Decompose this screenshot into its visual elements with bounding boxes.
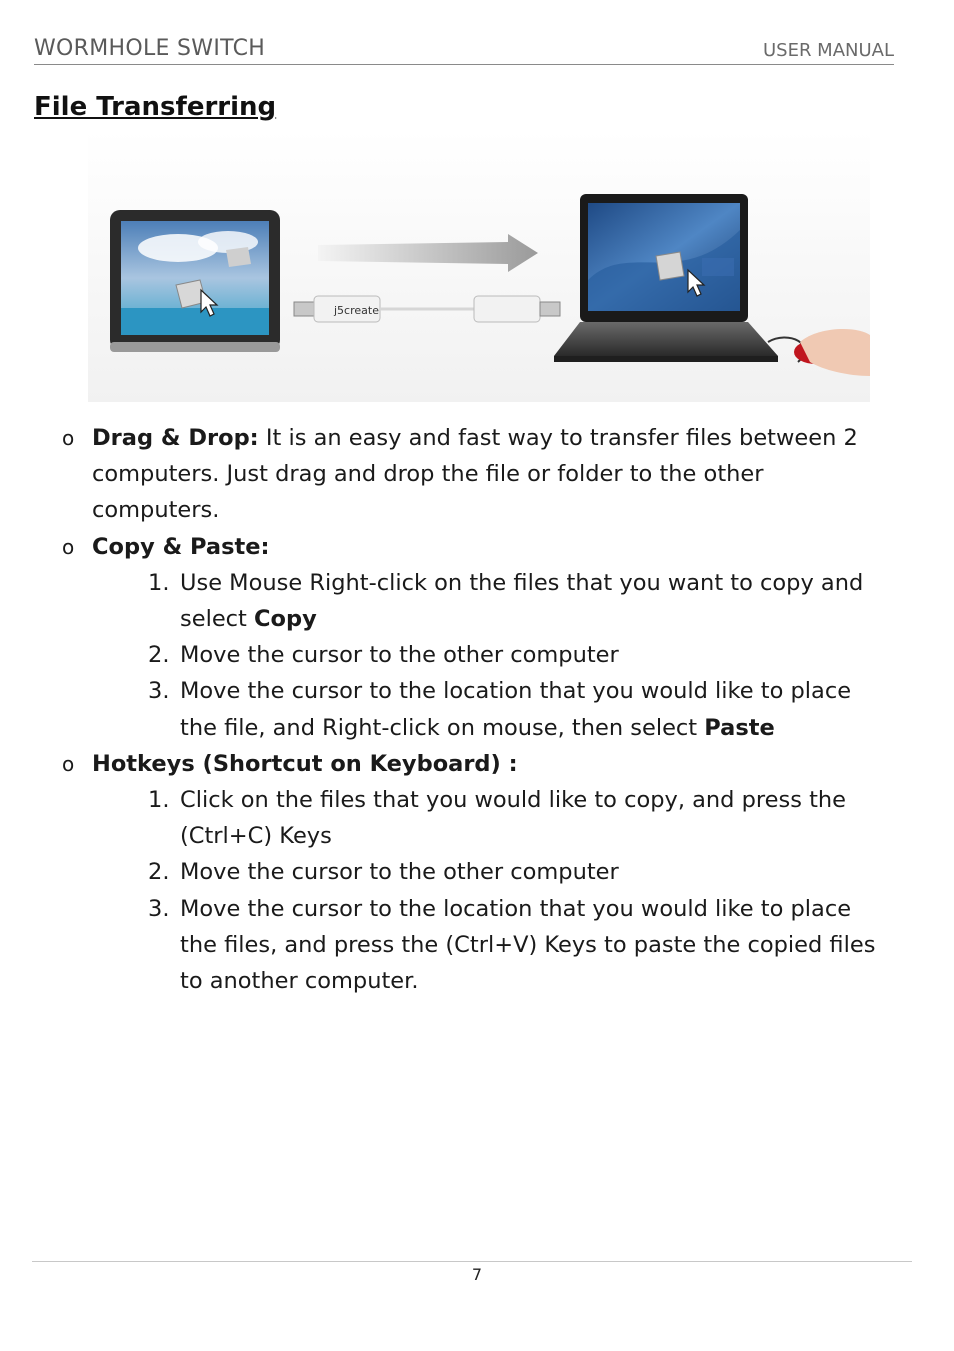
step-number: 1. [148,787,170,814]
step-text: Use Mouse Right-click on the files that you want to copy and select [180,569,864,633]
step-bold-text: Paste [704,714,775,741]
step-text: Move the cursor to the location that you would like to place the files, and press the (Ctrl+V) Keys to paste the copied files to another computer. [180,895,876,995]
step-number: 1. [148,569,170,596]
list-item [60,782,880,854]
step-text: Click on the files that you would like to copy, and press the (Ctrl+C) Keys [180,787,847,850]
list-item [60,854,880,890]
instructions-body [60,420,880,999]
bullet-drag-drop [60,420,880,529]
section-title: File Transferring [34,92,277,122]
bullet-text: It is an easy and fast way to transfer files between 2 computers. Just drag and drop the file or folder to the other computers. [92,425,858,524]
step-number: 3. [148,895,170,922]
bullet-heading: Copy & Paste: [92,533,270,560]
page-number: 7 [471,1265,483,1284]
laptop-device [554,194,778,362]
step-number: 2. [148,859,170,886]
step-bold-text: Copy [254,606,317,633]
list-item [60,637,880,673]
bullet-copy-paste [60,529,880,565]
tablet-device [110,210,280,352]
file-transfer-illustration [88,130,870,402]
list-item [60,673,880,745]
page-header [34,36,894,65]
list-item [60,565,880,637]
header-document-type: USER MANUAL [762,40,894,61]
cable-label: j5create [334,304,379,317]
bullet-marker: o [62,534,75,559]
bullet-marker: o [62,751,75,776]
header-product-name: WORMHOLE SWITCH [34,36,266,61]
footer-divider [32,1261,912,1262]
bullet-heading: Hotkeys (Shortcut on Keyboard) : [92,750,518,777]
step-number: 2. [148,642,170,669]
step-text: Move the cursor to the location that you would like to place the file, and Right-click on mouse, then select [180,678,852,741]
list-item [60,891,880,1000]
hotkeys-steps [60,782,880,999]
step-text: Move the cursor to the other computer [180,859,619,886]
bullet-heading: Drag & Drop: [92,425,259,451]
bullet-marker: o [62,426,75,450]
copy-paste-steps [60,565,880,746]
step-number: 3. [148,678,170,705]
bullet-hotkeys [60,746,880,782]
step-text: Move the cursor to the other computer [180,642,619,669]
